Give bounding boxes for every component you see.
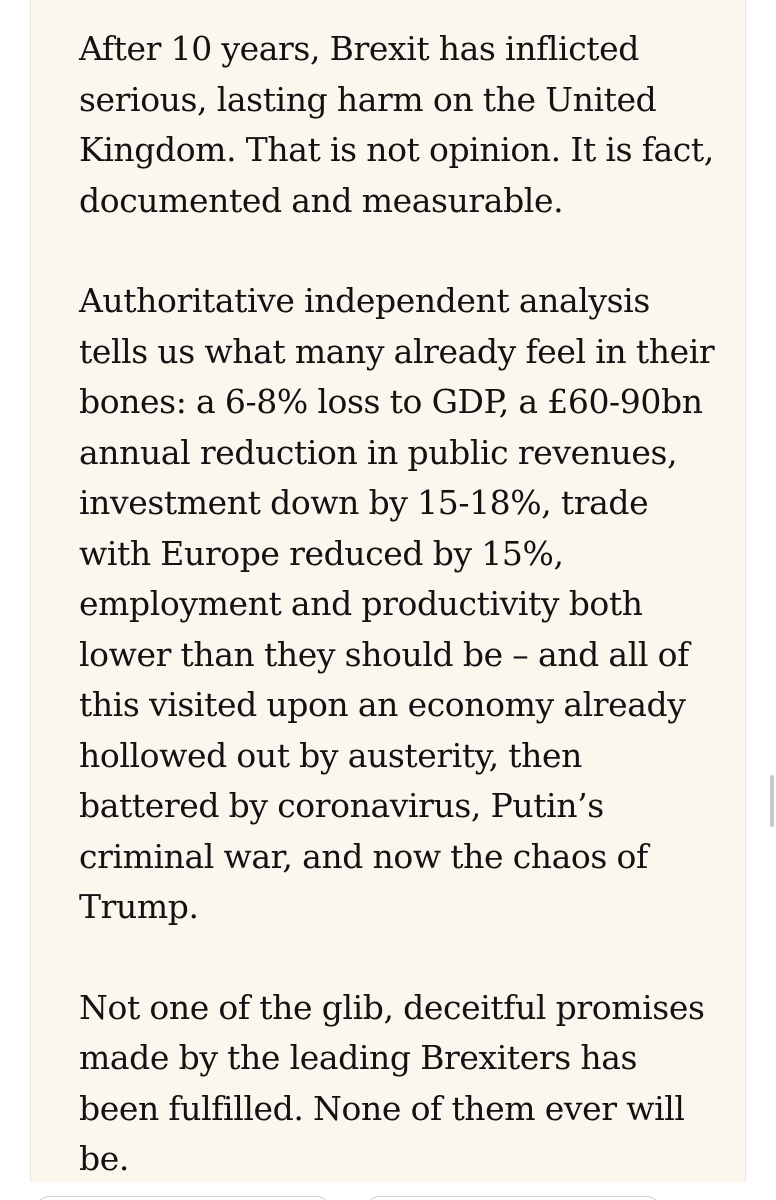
bottom-right-button[interactable] xyxy=(364,1196,662,1200)
scrollbar-thumb[interactable] xyxy=(770,775,774,827)
article-panel[interactable] xyxy=(30,0,746,1182)
article-body xyxy=(79,24,719,1200)
bottom-left-button[interactable] xyxy=(34,1196,332,1200)
article-paragraph-2: Authoritative independent analysis tells us what many already feel in their bones: a 6-8% loss to GDP, a £60-90bn annual reduction in public revenues, investment down by 15-18%, trade with Europe reduced by 15%, employment and productivity both lower than they should be – and all of this visited upon an economy already hollowed out by austerity, then battered by coronavirus, Putin’s criminal war, and now the chaos of Trump. xyxy=(79,281,715,926)
article-paragraph-1: After 10 years, Brexit has inflicted serious, lasting harm on the United Kingdom. That is not opinion. It is fact, documented and measurable. xyxy=(79,29,714,220)
article-paragraph-3: Not one of the glib, deceitful promises made by the leading Brexiters has been fulfilled. None of them ever will be. xyxy=(79,987,705,1178)
